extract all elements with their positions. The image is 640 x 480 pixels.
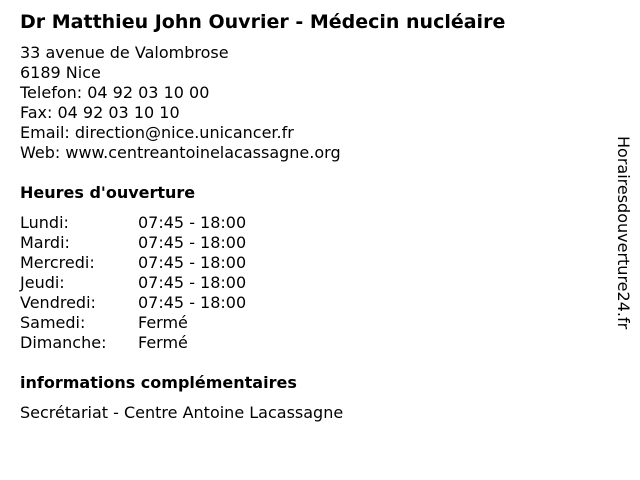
site-watermark: Horairesdouverture24.fr — [614, 136, 633, 330]
day-label: Samedi: — [20, 313, 86, 332]
hours-value: 07:45 - 18:00 — [138, 293, 247, 312]
hours-heading: Heures d'ouverture — [20, 183, 196, 202]
hours-value: 07:45 - 18:00 — [138, 233, 247, 252]
email-address: Email: direction@nice.unicancer.fr — [20, 123, 294, 142]
phone-number: Telefon: 04 92 03 10 00 — [20, 83, 210, 102]
info-heading: informations complémentaires — [20, 373, 297, 392]
fax-number: Fax: 04 92 03 10 10 — [20, 103, 180, 122]
website: Web: www.centreantoinelacassagne.org — [20, 143, 341, 162]
hours-row-sunday — [20, 333, 600, 353]
day-label: Mercredi: — [20, 253, 95, 272]
info-text: Secrétariat - Centre Antoine Lacassagne — [20, 403, 344, 422]
hours-table — [20, 213, 600, 353]
hours-row-tuesday — [20, 233, 600, 253]
hours-row-monday — [20, 213, 600, 233]
hours-value: 07:45 - 18:00 — [138, 213, 247, 232]
page-title: Dr Matthieu John Ouvrier - Médecin nucléaire — [20, 11, 506, 33]
hours-value: 07:45 - 18:00 — [138, 273, 247, 292]
address-street: 33 avenue de Valombrose — [20, 43, 229, 62]
address-city: 6189 Nice — [20, 63, 101, 82]
hours-row-thursday — [20, 273, 600, 293]
address-block — [20, 43, 600, 163]
hours-value: 07:45 - 18:00 — [138, 253, 247, 272]
hours-row-friday — [20, 293, 600, 313]
day-label: Mardi: — [20, 233, 70, 252]
day-label: Vendredi: — [20, 293, 96, 312]
hours-row-wednesday — [20, 253, 600, 273]
day-label: Lundi: — [20, 213, 69, 232]
day-label: Dimanche: — [20, 333, 107, 352]
hours-value: Fermé — [138, 333, 188, 352]
day-label: Jeudi: — [20, 273, 65, 292]
hours-value: Fermé — [138, 313, 188, 332]
doctor-card — [20, 10, 600, 423]
hours-row-saturday — [20, 313, 600, 333]
